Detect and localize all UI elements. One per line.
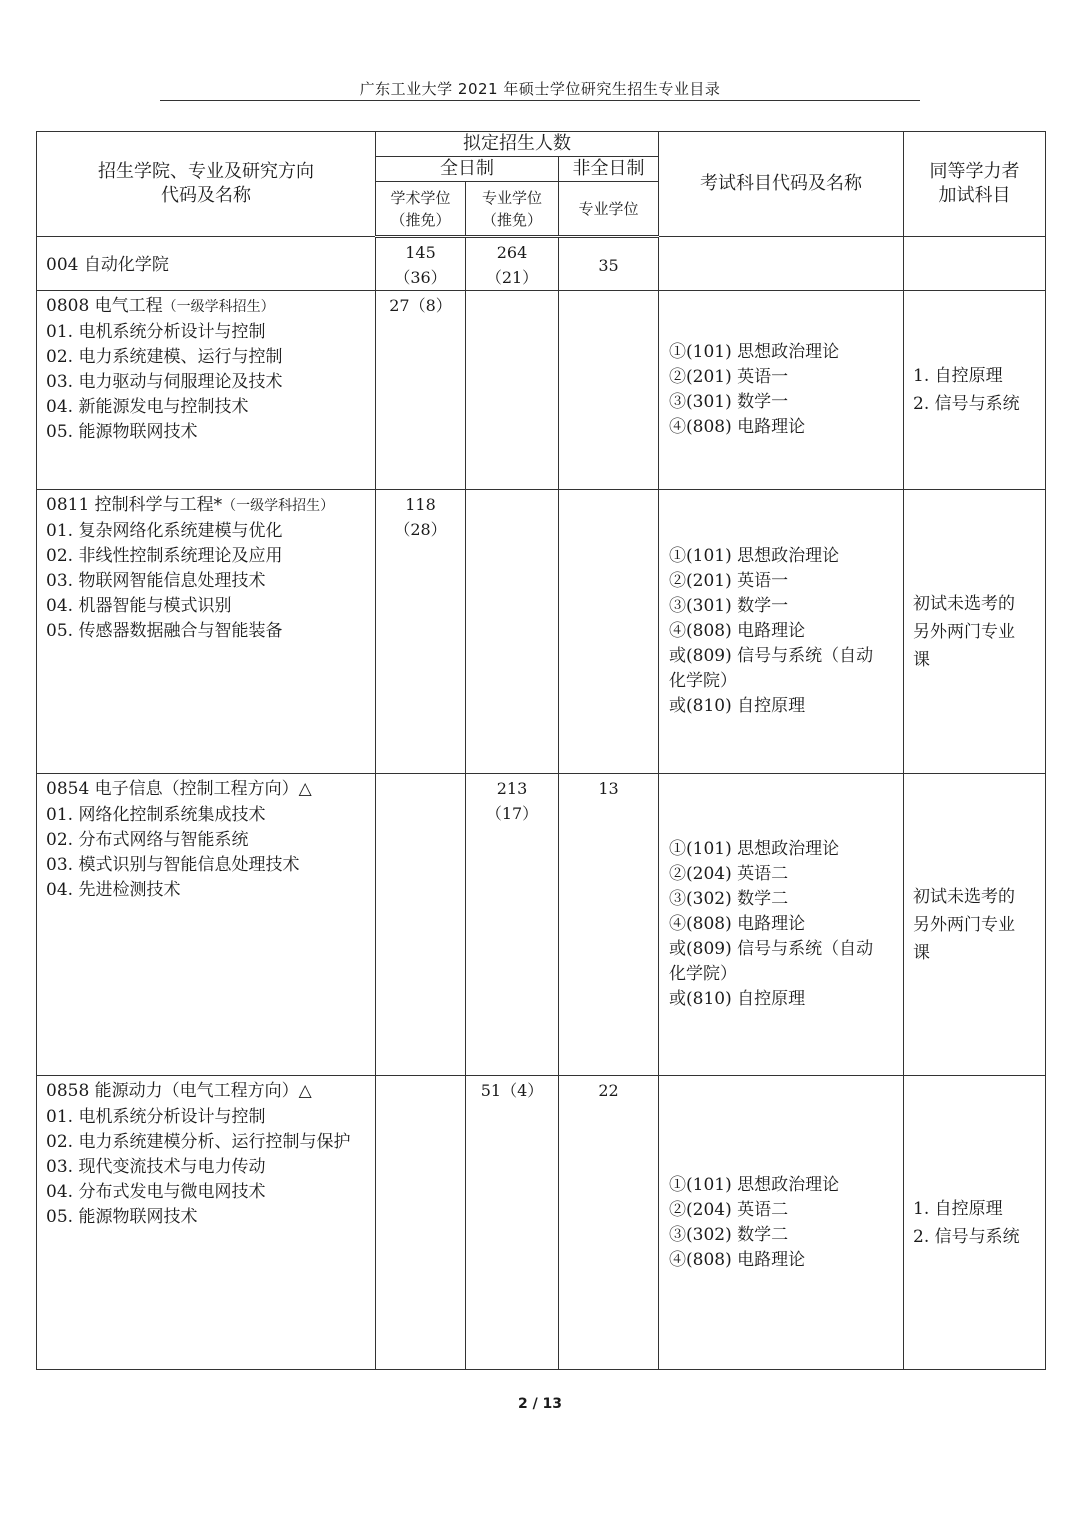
exam-subject: ①(101) 思想政治理论 — [669, 1174, 840, 1195]
major-title: 0854 电子信息（控制工程方向）△ — [46, 779, 312, 799]
research-direction: 01. 电机系统分析设计与控制 — [46, 1107, 266, 1127]
major-professional-quota — [466, 774, 559, 1076]
exam-subject: 化学院） — [669, 964, 738, 984]
major-row — [37, 291, 1046, 490]
header-extra-line2: 加试科目 — [938, 185, 1011, 206]
header-extra-subjects — [904, 132, 1046, 237]
major-academic-quota — [376, 490, 466, 774]
header-fulltime: 全日制 — [376, 157, 559, 182]
exam-subject: ②(201) 英语一 — [669, 367, 789, 387]
quota-value: 51（4） — [480, 1081, 544, 1100]
exam-subject: 或(809) 信号与系统（自动 — [669, 939, 874, 959]
header-academic-line2: （推免） — [390, 210, 451, 229]
page-number: 2 / 13 — [517, 1396, 563, 1412]
research-direction: 01. 电机系统分析设计与控制 — [46, 322, 266, 342]
major-extra-subjects — [904, 490, 1046, 774]
header-parttime: 非全日制 — [559, 157, 659, 182]
header-exam-subjects: 考试科目代码及名称 — [659, 132, 904, 237]
major-parttime-quota — [559, 490, 659, 774]
exam-subject: ③(301) 数学一 — [669, 392, 789, 412]
research-direction: 03. 物联网智能信息处理技术 — [46, 571, 266, 591]
college-professional-exempt: （21） — [485, 268, 539, 287]
quota-exempt: （17） — [485, 804, 539, 823]
college-academic-exempt: （36） — [394, 268, 447, 287]
major-parttime-quota: 13 — [559, 774, 659, 1076]
research-direction: 05. 传感器数据融合与智能装备 — [46, 621, 283, 641]
major-professional-quota — [466, 490, 559, 774]
research-direction: 01. 复杂网络化系统建模与优化 — [46, 521, 283, 541]
research-direction: 04. 新能源发电与控制技术 — [46, 397, 249, 417]
exam-subject: ④(808) 电路理论 — [669, 1249, 806, 1270]
major-title: 0858 能源动力（电气工程方向）△ — [46, 1081, 312, 1101]
research-direction: 03. 现代变流技术与电力传动 — [46, 1157, 266, 1177]
research-direction: 01. 网络化控制系统集成技术 — [46, 805, 266, 825]
extra-subject: 2. 信号与系统 — [913, 1226, 1020, 1247]
research-direction: 04. 机器智能与模式识别 — [46, 596, 232, 616]
research-direction: 02. 电力系统建模、运行与控制 — [46, 347, 283, 367]
exam-subject: ②(204) 英语二 — [669, 864, 789, 884]
extra-subject: 初试未选考的 — [913, 886, 1016, 907]
header-divider — [160, 100, 920, 101]
exam-subject: ④(808) 电路理论 — [669, 417, 806, 437]
college-extra-empty — [904, 237, 1046, 291]
major-extra-subjects — [904, 1076, 1046, 1370]
major-note: （一级学科招生） — [222, 498, 335, 514]
college-professional-quota — [466, 237, 559, 291]
research-direction: 05. 能源物联网技术 — [46, 1207, 198, 1227]
extra-subject: 课 — [913, 942, 931, 963]
major-name-cell — [37, 291, 376, 490]
research-direction: 02. 分布式网络与智能系统 — [46, 830, 249, 850]
header-academic-line1: 学术学位 — [390, 188, 451, 207]
college-name: 004 自动化学院 — [37, 237, 376, 291]
header-college-major — [37, 132, 376, 237]
major-parttime-quota — [559, 291, 659, 490]
major-exam-subjects — [659, 1076, 904, 1370]
exam-subject: ③(302) 数学二 — [669, 1224, 789, 1245]
major-extra-subjects — [904, 774, 1046, 1076]
major-academic-quota — [376, 1076, 466, 1370]
header-college-major-line1: 招生学院、专业及研究方向 — [98, 161, 314, 182]
major-exam-subjects — [659, 291, 904, 490]
research-direction: 04. 分布式发电与微电网技术 — [46, 1182, 266, 1202]
research-direction: 03. 模式识别与智能信息处理技术 — [46, 855, 300, 875]
extra-subject: 2. 信号与系统 — [913, 394, 1020, 414]
extra-subject: 另外两门专业 — [913, 914, 1016, 935]
research-direction: 04. 先进检测技术 — [46, 880, 181, 900]
exam-subject: ①(101) 思想政治理论 — [669, 839, 840, 859]
quota-exempt: （28） — [394, 520, 447, 539]
research-direction: 03. 电力驱动与伺服理论及技术 — [46, 372, 283, 392]
header-quota-group: 拟定招生人数 — [376, 132, 659, 157]
exam-subject: 化学院） — [669, 671, 738, 691]
college-professional-value: 264 — [496, 243, 528, 262]
research-direction: 05. 能源物联网技术 — [46, 422, 198, 442]
major-title: 0811 控制科学与工程* — [46, 495, 223, 515]
extra-subject: 1. 自控原理 — [913, 366, 1003, 386]
quota-value: 27（8） — [389, 296, 452, 315]
header-academic-degree — [376, 182, 466, 237]
header-extra-line1: 同等学力者 — [929, 161, 1020, 182]
major-title: 0808 电气工程 — [46, 296, 163, 316]
header-professional-line1: 专业学位 — [481, 188, 542, 207]
extra-subject: 初试未选考的 — [913, 593, 1016, 614]
exam-subject: 或(809) 信号与系统（自动 — [669, 646, 874, 666]
college-row — [37, 237, 1046, 291]
major-row — [37, 774, 1046, 1076]
quota-value: 213 — [496, 779, 528, 798]
major-academic-quota — [376, 774, 466, 1076]
exam-subject: ③(302) 数学二 — [669, 889, 789, 909]
college-academic-quota — [376, 237, 466, 291]
exam-subject: ③(301) 数学一 — [669, 596, 789, 616]
page-header-title: 广东工业大学 2021 年硕士学位研究生招生专业目录 — [359, 80, 721, 98]
extra-subject: 课 — [913, 649, 931, 670]
college-parttime-quota: 35 — [559, 237, 659, 291]
header-parttime-professional: 专业学位 — [559, 182, 659, 237]
quota-value: 118 — [405, 495, 436, 514]
header-college-major-line2: 代码及名称 — [161, 185, 251, 206]
header-professional-degree — [466, 182, 559, 237]
exam-subject: ①(101) 思想政治理论 — [669, 546, 840, 566]
major-parttime-quota: 22 — [559, 1076, 659, 1370]
major-name-cell — [37, 774, 376, 1076]
exam-subject: ②(204) 英语二 — [669, 1199, 789, 1220]
major-row — [37, 490, 1046, 774]
major-row — [37, 1076, 1046, 1370]
research-direction: 02. 非线性控制系统理论及应用 — [46, 546, 283, 566]
college-exam-empty — [659, 237, 904, 291]
exam-subject: 或(810) 自控原理 — [669, 696, 806, 716]
research-direction: 02. 电力系统建模分析、运行控制与保护 — [46, 1132, 351, 1152]
extra-subject: 1. 自控原理 — [913, 1198, 1003, 1219]
major-exam-subjects — [659, 774, 904, 1076]
major-academic-quota — [376, 291, 466, 490]
college-academic-value: 145 — [405, 243, 436, 262]
major-professional-quota — [466, 291, 559, 490]
major-professional-quota — [466, 1076, 559, 1370]
major-note: （一级学科招生） — [162, 299, 275, 315]
exam-subject: ④(808) 电路理论 — [669, 621, 806, 641]
extra-subject: 另外两门专业 — [913, 621, 1016, 642]
exam-subject: ①(101) 思想政治理论 — [669, 342, 840, 362]
exam-subject: ④(808) 电路理论 — [669, 914, 806, 934]
header-professional-line2: （推免） — [481, 210, 542, 229]
major-exam-subjects — [659, 490, 904, 774]
major-extra-subjects — [904, 291, 1046, 490]
exam-subject: ②(201) 英语一 — [669, 571, 789, 591]
major-name-cell — [37, 490, 376, 774]
exam-subject: 或(810) 自控原理 — [669, 989, 806, 1009]
major-name-cell — [37, 1076, 376, 1370]
admission-catalog-table — [36, 131, 1046, 1370]
